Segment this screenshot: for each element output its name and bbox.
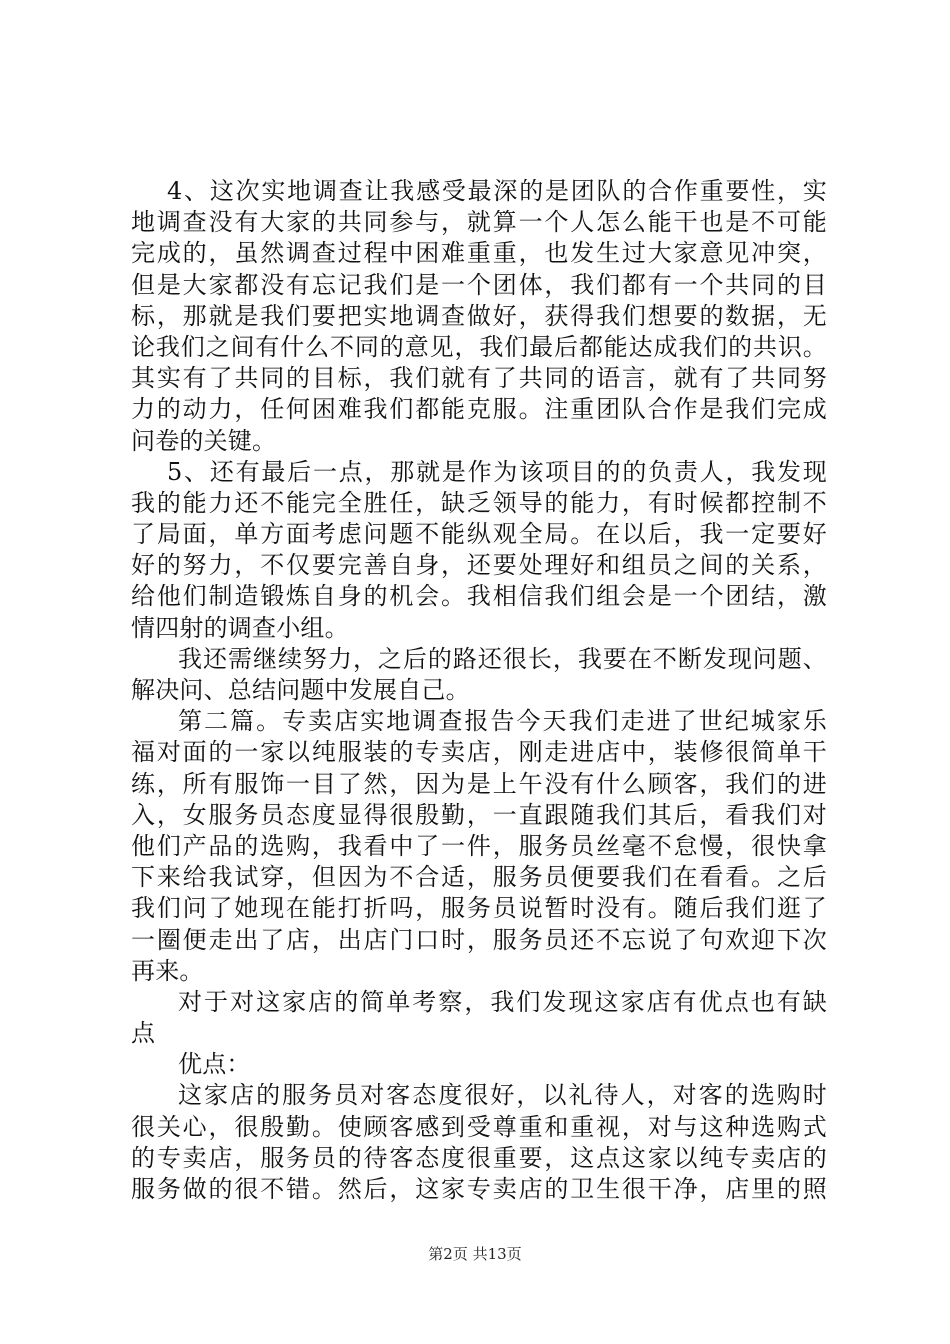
document-body <box>131 176 827 1205</box>
text-line: 力的动力，任何困难我们都能克服。注重团队合作是我们完成 <box>131 395 827 424</box>
text-line: 第二篇。专卖店实地调查报告今天我们走进了世纪城家乐 <box>178 707 827 736</box>
text-line: 这家店的服务员对客态度很好，以礼待人，对客的选购时 <box>178 1081 827 1110</box>
page-number-footer: 第2页 共13页 <box>428 1245 522 1263</box>
text-line: 一圈便走出了店，出店门口时，服务员还不忘说了句欢迎下次 <box>131 925 827 954</box>
text-line: 他们产品的选购，我看中了一件，服务员丝毫不怠慢，很快拿 <box>131 831 827 860</box>
text-line: 了局面，单方面考虑问题不能纵观全局。在以后，我一定要好 <box>131 520 827 549</box>
text-line: 其实有了共同的目标，我们就有了共同的语言，就有了共同努 <box>131 364 827 393</box>
text-line: 服务做的很不错。然后，这家专卖店的卫生很干净，店里的照 <box>131 1175 827 1203</box>
text-line: 我的能力还不能完全胜任，缺乏领导的能力，有时候都控制不 <box>131 488 827 517</box>
text-line: 解决问、总结问题中发展自己。 <box>131 676 470 704</box>
text-line: 标，那就是我们要把实地调查做好，获得我们想要的数据，无 <box>131 301 827 330</box>
text-line: 福对面的一家以纯服装的专卖店，刚走进店中，装修很简单干 <box>131 738 827 767</box>
text-line: 的专卖店，服务员的待客态度很重要，这点这家以纯专卖店的 <box>131 1143 827 1172</box>
text-line: 再来。 <box>131 956 204 985</box>
text-line: 给他们制造锻炼自身的机会。我相信我们组会是一个团结，激 <box>131 582 827 611</box>
text-line: 对于对这家店的简单考察，我们发现这家店有优点也有缺 <box>178 987 827 1016</box>
text-line: 论我们之间有什么不同的意见，我们最后都能达成我们的共识。 <box>131 332 827 361</box>
text-line: 地调查没有大家的共同参与，就算一个人怎么能干也是不可能 <box>131 208 827 237</box>
text-line: 入，女服务员态度显得很殷勤，一直跟随我们其后，看我们对 <box>131 800 827 829</box>
text-line: 练，所有服饰一目了然，因为是上午没有什么顾客，我们的进 <box>131 769 827 798</box>
text-line: 很关心，很殷勤。使顾客感到受尊重和重视，对与这种选购式 <box>131 1112 827 1141</box>
text-line: 5、还有最后一点，那就是作为该项目的的负责人，我发现 <box>167 457 827 486</box>
text-line: 我还需继续努力，之后的路还很长，我要在不断发现问题、 <box>178 644 827 673</box>
text-line: 但是大家都没有忘记我们是一个团体，我们都有一个共同的目 <box>131 270 827 299</box>
text-line: 情四射的调查小组。 <box>131 613 349 642</box>
text-line: 完成的，虽然调查过程中困难重重，也发生过大家意见冲突， <box>131 239 827 268</box>
text-line: 好的努力，不仅要完善自身，还要处理好和组员之间的关系， <box>131 551 827 580</box>
text-line: 4、这次实地调查让我感受最深的是团队的合作重要性，实 <box>167 177 827 205</box>
text-line: 下来给我试穿，但因为不合适，服务员便要我们在看看。之后 <box>131 863 827 892</box>
text-line: 点 <box>131 1019 156 1048</box>
text-line: 我们问了她现在能打折吗，服务员说暂时没有。随后我们逛了 <box>131 894 827 923</box>
text-line: 问卷的关键。 <box>131 426 277 455</box>
text-line: 优点： <box>178 1050 251 1079</box>
